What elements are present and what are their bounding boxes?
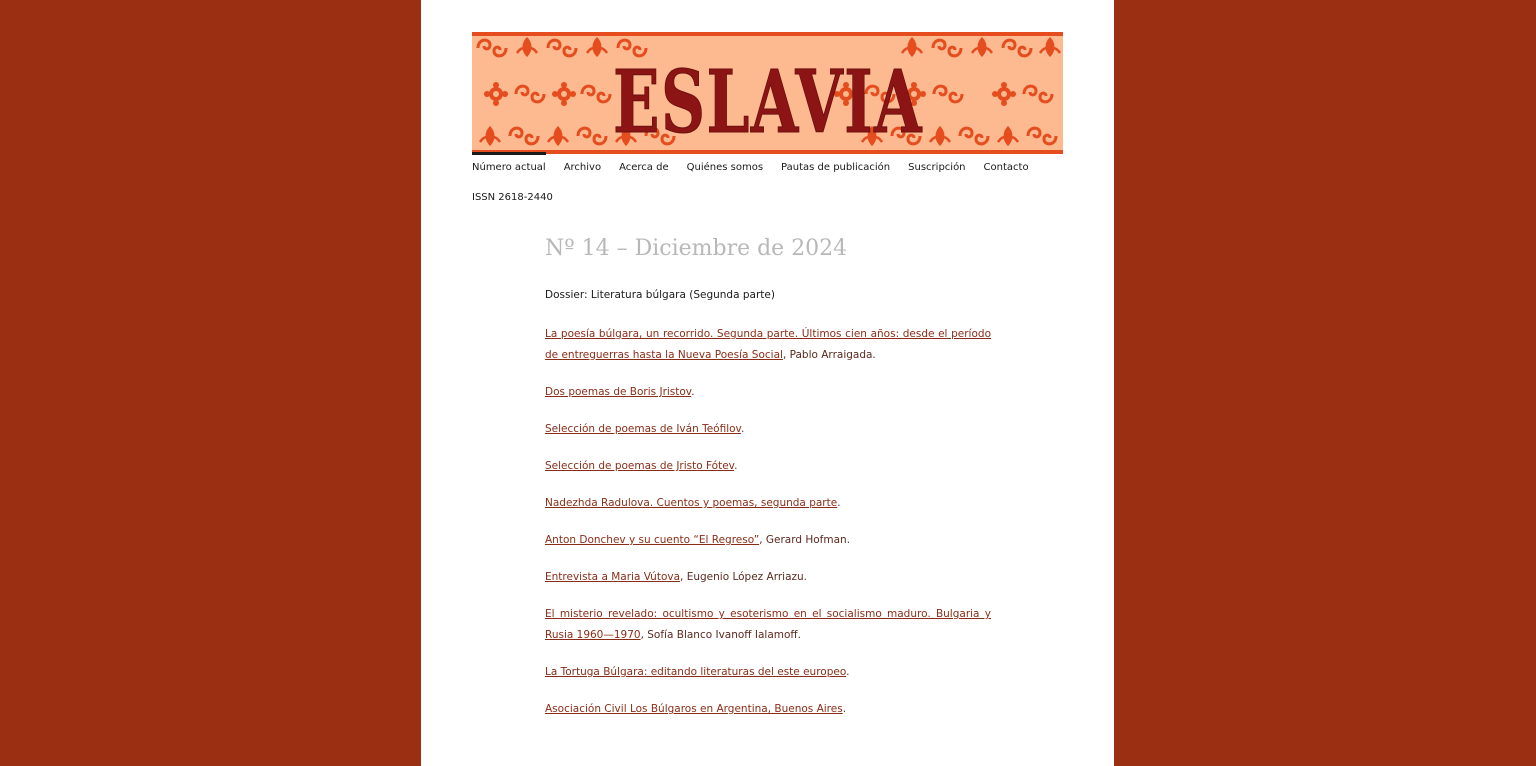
- nav-item-quienes-somos[interactable]: Quiénes somos: [686, 162, 764, 173]
- main-navigation: [472, 152, 1072, 212]
- list-item: [545, 567, 991, 588]
- article-link[interactable]: Selección de poemas de Jristo Fótev: [545, 460, 735, 472]
- section-heading: Dossier: Literatura búlgara (Segunda parte): [545, 289, 775, 301]
- article-author: .: [691, 386, 695, 398]
- list-item: [545, 419, 991, 440]
- list-item: [545, 324, 991, 366]
- article-link[interactable]: La Tortuga Búlgara: editando literaturas del este europeo: [545, 666, 847, 678]
- article-link[interactable]: La poesía búlgara, un recorrido. Segunda parte. Últimos cien años: desde el período de entreguerras hasta la Nueva Poesía Social: [545, 328, 991, 361]
- banner-ornament: [472, 32, 1063, 154]
- article-link[interactable]: Entrevista a Maria Vútova: [545, 571, 681, 583]
- article-list: [545, 324, 991, 720]
- nav-item-acerca-de[interactable]: Acerca de: [619, 162, 669, 173]
- list-item: [545, 493, 991, 514]
- nav-row-primary: [472, 152, 1072, 182]
- list-item: [545, 699, 991, 720]
- site-banner[interactable]: [472, 32, 1063, 154]
- article-link[interactable]: El misterio revelado: ocultismo y esoterismo en el socialismo maduro. Bulgaria y Rusia 1960—1970: [545, 608, 991, 641]
- main-content: [545, 232, 991, 736]
- article-link[interactable]: Nadezhda Radulova. Cuentos y poemas, segunda parte: [545, 497, 838, 509]
- nav-item-contacto[interactable]: Contacto: [983, 162, 1029, 173]
- page-container: [421, 0, 1114, 766]
- article-author: .: [740, 423, 745, 435]
- article-author: , Sofía Blanco Ivanoff Ialamoff.: [640, 629, 801, 641]
- list-item: [545, 662, 991, 683]
- article-link[interactable]: Anton Donchev y su cuento “El Regreso”: [545, 534, 760, 546]
- article-link[interactable]: Dos poemas de Boris Jristov: [545, 386, 692, 398]
- article-author: .: [846, 666, 850, 678]
- article-author: , Eugenio López Arriazu.: [680, 571, 808, 583]
- nav-item-suscripcion[interactable]: Suscripción: [908, 162, 966, 173]
- article-author: .: [734, 460, 738, 472]
- article-author: , Gerard Hofman.: [759, 534, 851, 546]
- list-item: [545, 456, 991, 477]
- article-link[interactable]: Selección de poemas de Iván Teófilov: [545, 423, 741, 435]
- nav-item-pautas-de-publicacion[interactable]: Pautas de publicación: [781, 162, 891, 173]
- site-logo: ESLAVIA: [613, 52, 923, 153]
- nav-item-numero-actual[interactable]: Número actual: [472, 152, 546, 172]
- list-item: [545, 382, 991, 403]
- article-author: .: [842, 703, 847, 715]
- nav-item-archivo[interactable]: Archivo: [563, 162, 602, 173]
- article-author: .: [837, 497, 841, 509]
- page-title: Nº 14 – Diciembre de 2024: [545, 236, 848, 261]
- nav-row-secondary: [472, 182, 1072, 212]
- article-author: , Pablo Arraigada.: [782, 349, 876, 361]
- list-item: [545, 530, 991, 551]
- list-item: [545, 604, 991, 646]
- nav-item-issn[interactable]: ISSN 2618-2440: [472, 192, 553, 203]
- article-link[interactable]: Asociación Civil Los Búlgaros en Argentina, Buenos Aires: [545, 703, 843, 715]
